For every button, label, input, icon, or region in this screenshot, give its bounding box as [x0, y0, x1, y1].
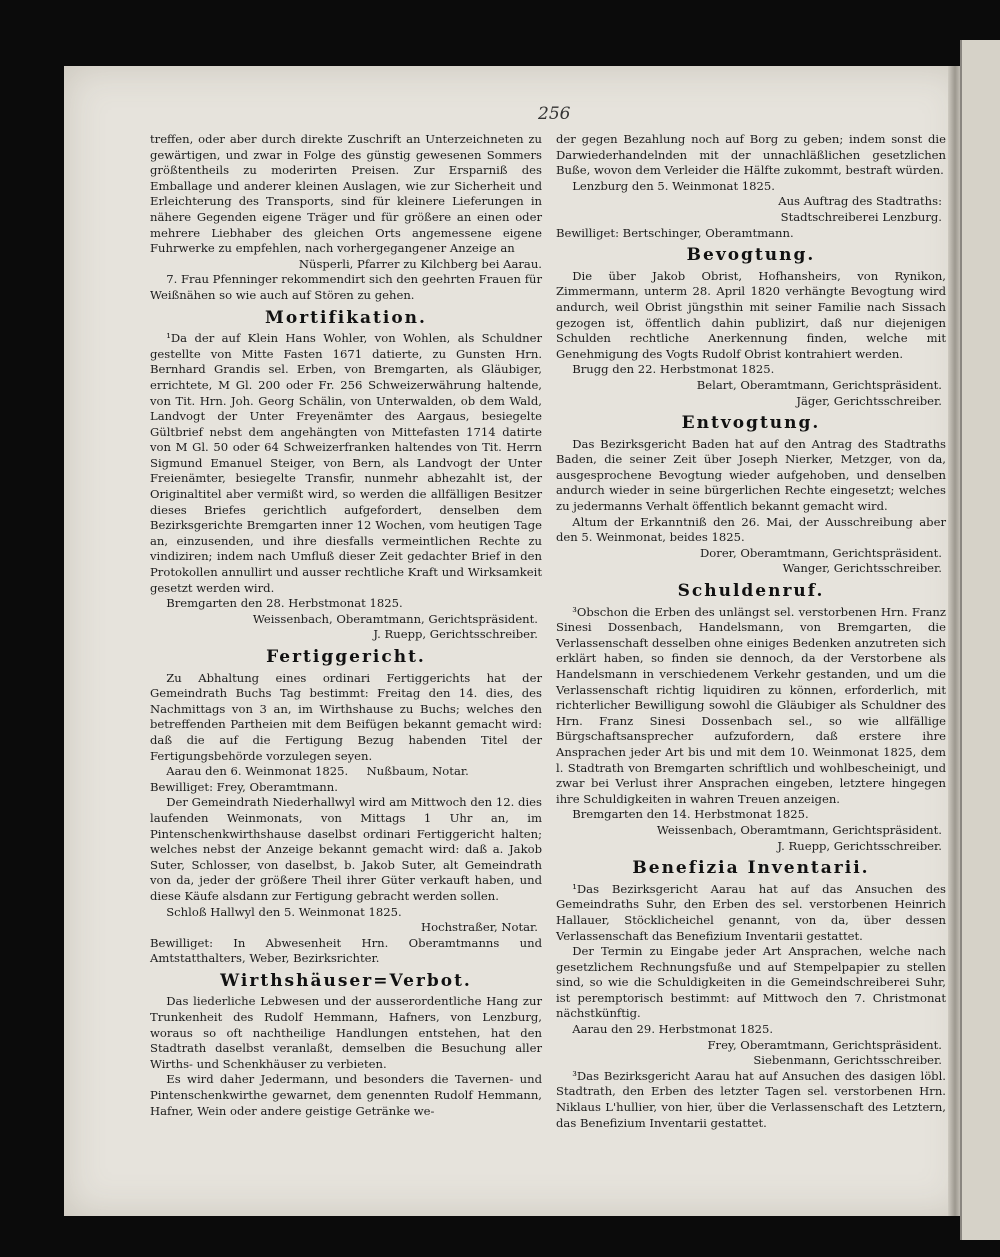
mortifikation-signature-1: Weissenbach, Oberamtmann, Gerichtspräsident.	[252, 611, 538, 626]
heading-bevogtung: Bevogtung.	[686, 245, 816, 266]
mortifikation-signature-2: J. Ruepp, Gerichtsschreiber.	[373, 627, 538, 642]
intro-paragraph: treffen, oder aber durch direkte Zuschrift an Unterzeichneten zu gewärtigen, und zwar in Folge des günstig gewesenen Sommers größtentheils zu moderirten Preisen. Zur Ersparniß des Emballage und anderer kleinen Auslagen, wie zur Sicherheit und Erleichterung des Transports, sind für kleinere Lieferungen in nähere Gegenden eigene Träger und für größere an einen oder mehrere Liebhaber des gleichen Orts angemessene eigene Fuhrwerke zu empfehlen, nach vorhergegangener Anzeige an	[150, 132, 542, 256]
continued-date: Lenzburg den 5. Weinmonat 1825.	[572, 178, 775, 193]
benefizia-signature-2: Siebenmann, Gerichtsschreiber.	[753, 1053, 942, 1068]
benefizia-body-3: ³Das Bezirksgericht Aarau hat auf Ansuchen des dasigen löbl. Stadtrath, den Erben des letzter Tagen sel. verstorbenen Hrn. Niklaus L'hullier, von hier, über die Verlassenschaft des Letztern, das Benefizium Inventarii gestattet.	[556, 1068, 946, 1130]
bevogtung-body: Die über Jakob Obrist, Hofhansheirs, von Rynikon, Zimmermann, unterm 28. April 1820 verhängte Bevogtung wird andurch, weil Obrist jüngsthin mit seiner Familie nach Sissach gezogen ist, öffentlich dahin publizirt, daß nur diejenigen Schulden rechtliche Anerkennung finden, welche mit Genehmigung des Vogts Rudolf Obrist kontrahiert werden.	[556, 268, 946, 361]
entvogtung-signature-2: Wanger, Gerichtsschreiber.	[782, 561, 942, 576]
entvogtung-body: Das Bezirksgericht Baden hat auf den Antrag des Stadtraths Baden, die seiner Zeit über Joseph Nierker, Metzger, von da, ausgesprochene Bevogtung wieder aufgehoben, und denselben andurch wieder in seine bürgerlichen Rechte eingesetzt; welches zu jedermanns Verhalt öffentlich bekannt gemacht wird.	[556, 436, 946, 514]
mortifikation-body: ¹Da der auf Klein Hans Wohler, von Wohlen, als Schuldner gestellte von Mitte Fasten 1671 datierte, zu Gunsten Hrn. Bernhard Grandis sel. Erben, von Bremgarten, als Gläubiger, errichtete, M Gl. 200 oder Fr. 256 Schweizerwährung haltende, von Tit. Hrn. Joh. Georg Schälin, von Unterwalden, ob dem Wald, Landvogt der Unter Freyenämter des Aargaus, besiegelte Gültbrief nebst dem angehängten von Mittefasten 1714 datirte von M Gl. 50 oder 64 Schweizerfranken haltendes von Tit. Herrn Sigmund Emanuel Steiger, von Bern, als Landvogt der Unter Freienämter, besiegelte Transfir, nunmehr abhezahlt ist, der Originaltitel aber vermißt wird, so werden die allfälligen Besitzer dieses Briefes gerichtlich aufgefordert, denselben dem Bezirksgerichte Bremgarten inner 12 Wochen, vom heutigen Tage an, einzusenden, und ihre diesfalls vermeintlichen Rechte zu vindiziren; indem nach Umfluß dieser Zeit gedachter Brief in den Protokollen annullirt und ausser rechtliche Kraft und Wirksamkeit gesetzt werden wird.	[150, 331, 542, 595]
benefizia-signature-1: Frey, Oberamtmann, Gerichtspräsident.	[707, 1037, 942, 1052]
next-page-edge	[960, 40, 1000, 1240]
benefizia-date: Aarau den 29. Herbstmonat 1825.	[572, 1022, 774, 1037]
fertiggericht-body-2: Der Gemeindrath Niederhallwyl wird am Mittwoch den 12. dies laufenden Weinmonats, von Mittags 1 Uhr an, im Pintenschenkwirthshause daselbst ordinari Fertiggericht halten; welches nebst der Anzeige bekannt gemacht wird: daß a. Jakob Suter, Schlosser, von daselbst, b. Jakob Suter, alt Gemeindrath von da, jeder der größere Theil ihrer Güter verkauft haben, und diese Käufe alsdann zur Fertigung gebracht werden sollen.	[150, 795, 542, 903]
fertiggericht-notary-2: Hochstraßer, Notar.	[420, 920, 538, 935]
fertiggericht-body-1: Zu Abhaltung eines ordinari Fertiggerichts hat der Gemeindrath Buchs Tag bestimmt: Freitag den 14. dies, des Nachmittags von 3 an, im Wirthshause zu Buchs; welches den betreffenden Partheien mit dem Beifügen bekannt gemacht wird: daß die auf die Fertigung Bezug habenden Titel der Fertigungsbehörde vorzulegen seyen.	[150, 670, 542, 763]
intro-signature: Nüsperli, Pfarrer zu Kilchberg bei Aarau.	[298, 256, 542, 271]
heading-entvogtung: Entvogtung.	[681, 413, 821, 434]
fertiggericht-date-1: Aarau den 6. Weinmonat 1825. Nußbaum, Notar.	[166, 764, 469, 779]
left-column	[150, 132, 542, 1119]
mortifikation-date: Bremgarten den 28. Herbstmonat 1825.	[166, 596, 403, 611]
schuldenruf-signature-2: J. Ruepp, Gerichtsschreiber.	[777, 838, 942, 853]
notice-pfenninger: 7. Frau Pfenninger rekommendirt sich den geehrten Frauen für Weißnähen so wie auch auf Stören zu gehen.	[150, 272, 542, 302]
heading-fertiggericht: Fertiggericht.	[266, 647, 426, 667]
heading-wirthshaus-verbot: Wirthshäuser=Verbot.	[220, 970, 472, 991]
right-column	[556, 132, 946, 1131]
continued-signature-1: Aus Auftrag des Stadtraths:	[778, 194, 942, 209]
heading-benefizia-inventarii: Benefizia Inventarii.	[632, 858, 870, 879]
continued-approved: Bewilliget: Bertschinger, Oberamtmann.	[556, 225, 794, 240]
heading-schuldenruf: Schuldenruf.	[677, 581, 825, 602]
page-number: 256	[538, 104, 571, 124]
schuldenruf-signature-1: Weissenbach, Oberamtmann, Gerichtspräsident.	[656, 822, 942, 837]
fertiggericht-date-2: Schloß Hallwyl den 5. Weinmonat 1825.	[166, 904, 402, 919]
entvogtung-signature-1: Dorer, Oberamtmann, Gerichtspräsident.	[700, 545, 942, 560]
bevogtung-signature-1: Belart, Oberamtmann, Gerichtspräsident.	[696, 377, 942, 392]
benefizia-body-2: Der Termin zu Eingabe jeder Art Ansprachen, welche nach gesetzlichem Rechnungsfuße und auf Stempelpapier zu stellen sind, so wie die Schuldigkeiten in die Gemeindschreiberei Suhr, ist peremptorisch bestimmt: auf Mittwoch den 7. Christmonat nächstkünftig.	[556, 944, 946, 1021]
continued-paragraph: der gegen Bezahlung noch auf Borg zu geben; indem sonst die Darwiederhandelnden mit der unnachläßlichen gesetzlichen Buße, wovon dem Verleider die Hälfte zukommt, bestraft würden.	[556, 132, 946, 178]
bevogtung-signature-2: Jäger, Gerichtsschreiber.	[796, 393, 942, 408]
entvogtung-date: Altum der Erkanntniß den 26. Mai, der Ausschreibung aber den 5. Weinmonat, beides 1825.	[556, 514, 946, 545]
heading-mortifikation: Mortifikation.	[265, 307, 427, 328]
fertiggericht-approved-1: Bewilliget: Frey, Oberamtmann.	[150, 779, 338, 794]
schuldenruf-body: ³Obschon die Erben des unlängst sel. verstorbenen Hrn. Franz Sinesi Dossenbach, Handelsmann, von Bremgarten, die Verlassenschaft desselben ohne einiges Bedenken anzutreten sich erklärt haben, so finden sie dennoch, da der Verstorbene als Handelsmann in verschiedenem Verkehr gestanden, und um die Verlassenschaft richtig liquidiren zu können, erforderlich, mit richterlicher Bewilligung sowohl die Gläubiger als Schuldner des Hrn. Franz Sinesi Dossenbach sel., so wie allfällige Bürgschaftsansprecher aufzufordern, daß erstere ihre Ansprachen jeder Art bis und mit dem 10. Weinmonat 1825, dem l. Stadtrath von Bremgarten schriftlich und wohlbescheinigt, und zwar bei Verlust ihrer Ansprachen eingeben, letztere hingegen ihre Schuldigkeiten in wahren Treuen anzeigen.	[556, 604, 946, 806]
fertiggericht-notary-1: Nußbaum, Notar.	[366, 764, 469, 779]
continued-signature-2: Stadtschreiberei Lenzburg.	[780, 209, 942, 224]
benefizia-body-1: ¹Das Bezirksgericht Aarau hat auf das Ansuchen des Gemeindraths Suhr, den Erben des sel. verstorbenen Heinrich Hallauer, Stöcklicheichel genannt, von da, über dessen Verlassenschaft das Benefizium Inventarii gestattet.	[556, 881, 946, 943]
fertiggericht-approved-2: Bewilliget: In Abwesenheit Hrn. Oberamtmanns und Amtstatthalters, Weber, Bezirksrichter.	[150, 935, 542, 966]
wirthshaus-body-2: Es wird daher Jedermann, und besonders die Tavernen- und Pintenschenkwirthe gewarnet, dem genennten Rudolf Hemmann, Hafner, Wein oder andere geistige Getränke we-	[150, 1072, 542, 1118]
bevogtung-date: Brugg den 22. Herbstmonat 1825.	[572, 362, 775, 377]
wirthshaus-body-1: Das liederliche Lebwesen und der ausserordentliche Hang zur Trunkenheit des Rudolf Hemmann, Hafners, von Lenzburg, woraus so oft nachtheilige Handlungen entstehen, hat den Stadtrath daselbst veranlaßt, demselben die Besuchung aller Wirths- und Schenkhäuser zu verbieten.	[150, 994, 542, 1071]
schuldenruf-date: Bremgarten den 14. Herbstmonat 1825.	[572, 807, 809, 822]
